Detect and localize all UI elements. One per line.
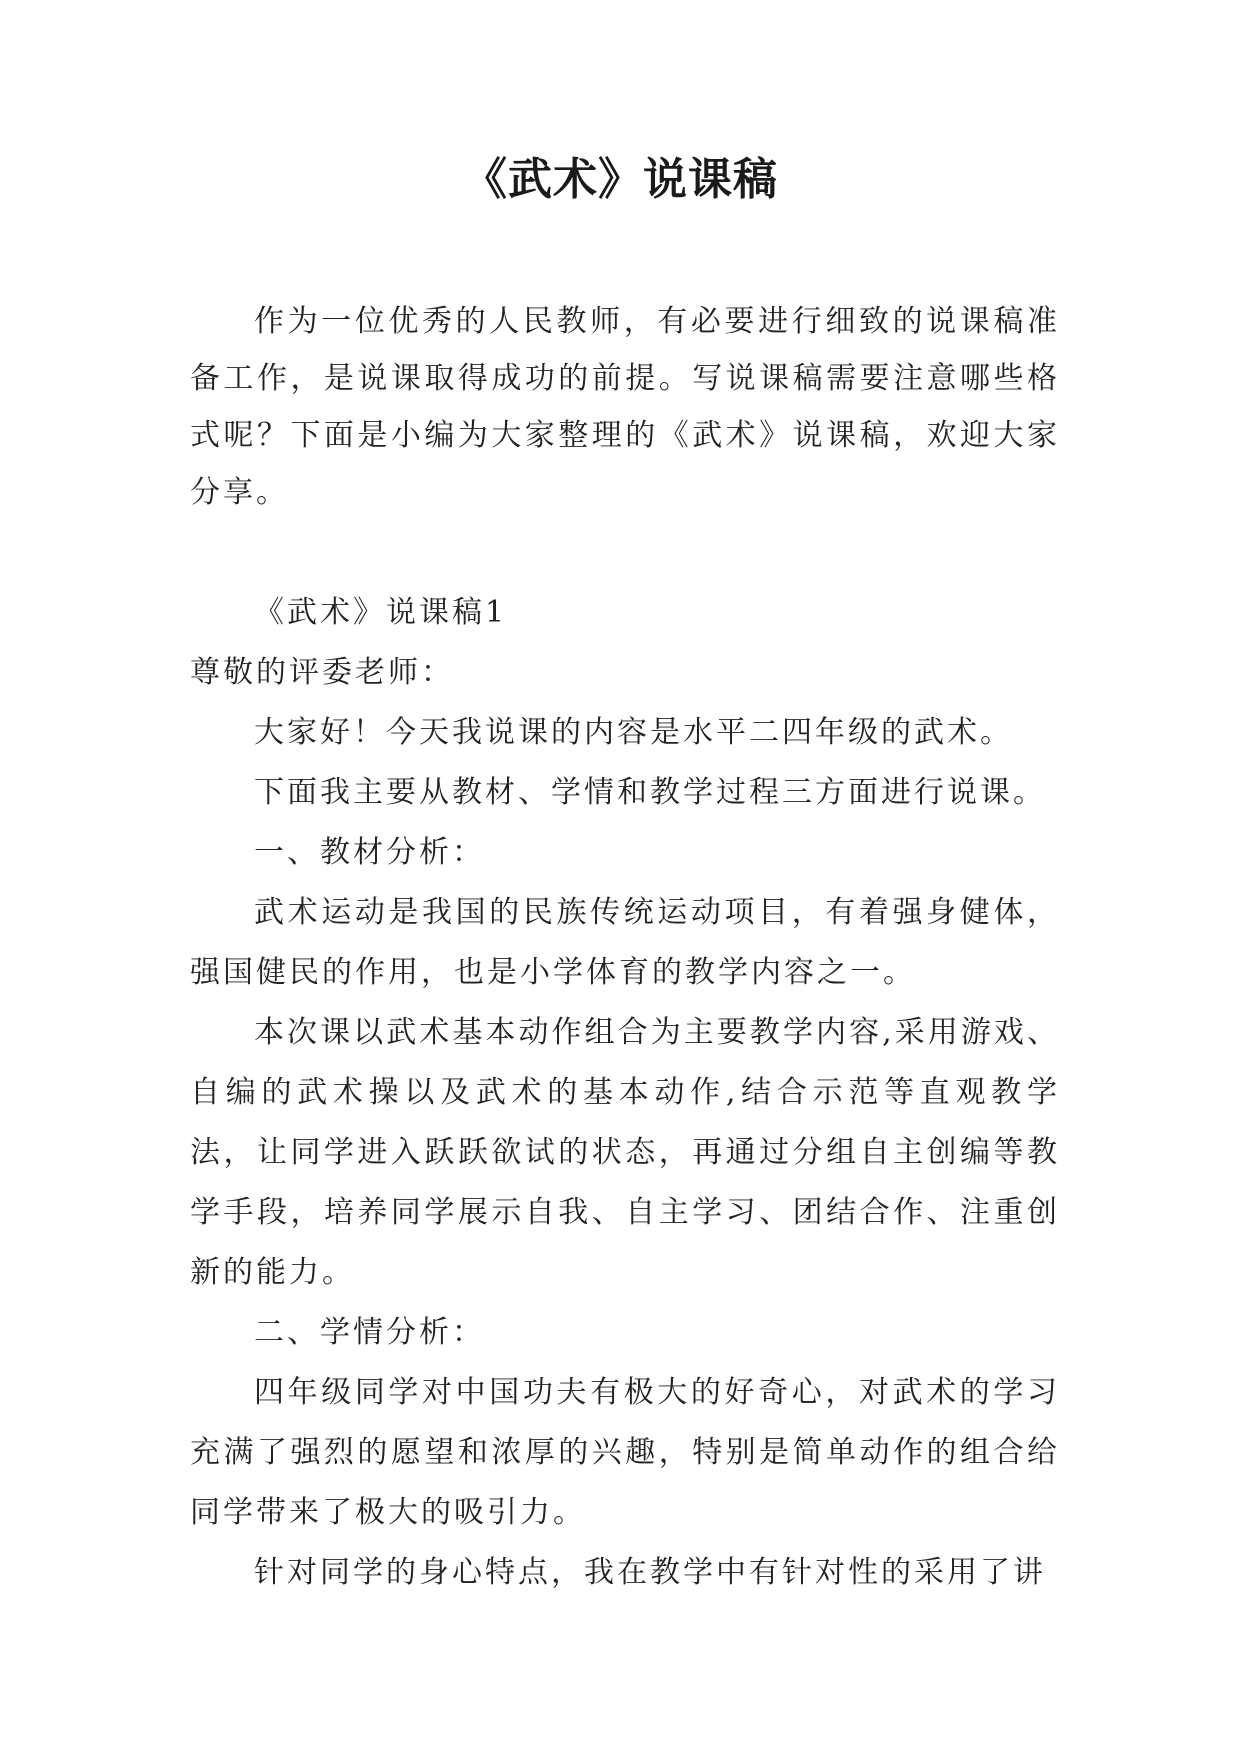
section-title: 《武术》说课稿1 [254,595,508,630]
paragraph-student-interest: 四年级同学对中国功夫有极大的好奇心，对武术的学习充满了强烈的愿望和浓厚的兴趣，特别是简单动作的组合给同学带来了极大的吸引力。 [190,1375,1060,1530]
paragraph-teaching-approach: 针对同学的身心特点，我在教学中有针对性的采用了讲 [254,1555,1046,1590]
paragraph-wushu-intro: 武术运动是我国的民族传统运动项目，有着强身健体，强国健民的作用，也是小学体育的教学内容之一。 [190,895,1060,990]
salutation: 尊敬的评委老师： [190,655,454,690]
paragraph-greeting: 大家好！今天我说课的内容是水平二四年级的武术。 [254,715,1013,750]
intro-paragraph: 作为一位优秀的人民教师，有必要进行细致的说课稿准备工作，是说课取得成功的前提。写说课稿需要注意哪些格式呢？下面是小编为大家整理的《武术》说课稿，欢迎大家分享。 [190,304,1060,510]
heading-textbook-analysis: 一、教材分析： [254,835,485,870]
paragraph-overview: 下面我主要从教材、学情和教学过程三方面进行说课。 [254,775,1046,810]
heading-student-analysis: 二、学情分析： [254,1315,485,1350]
intro-block [190,293,1060,521]
document-title: 《武术》说课稿 [463,154,778,205]
section-content [190,583,1060,1603]
paragraph-lesson-content: 本次课以武术基本动作组合为主要教学内容,采用游戏、自编的武术操以及武术的基本动作,结合示范等直观教学法，让同学进入跃跃欲试的状态，再通过分组自主创编等教学手段，培养同学展示自我、自主学习、团结合作、注重创新的能力。 [190,1015,1060,1290]
